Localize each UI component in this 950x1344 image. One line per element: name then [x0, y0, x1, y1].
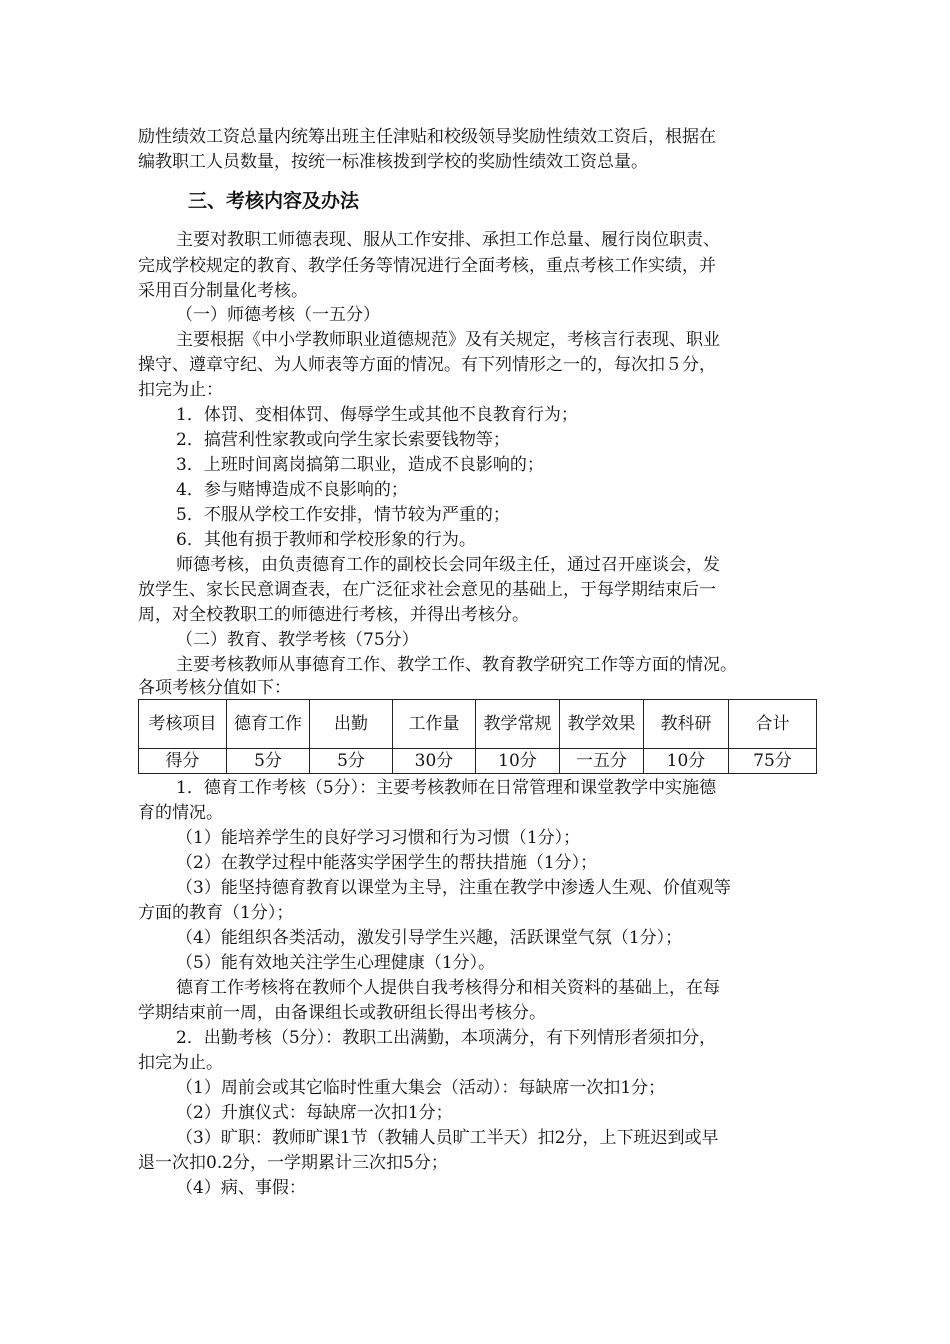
- table-row: [139, 749, 817, 774]
- list-item: （5）能有效地关注学生心理健康（1分）。: [176, 953, 496, 973]
- subsection-heading: （二）教育、教学考核（75分）: [176, 630, 419, 650]
- table-cell: 10分: [644, 749, 729, 774]
- list-item: （1）能培养学生的良好学习习惯和行为习惯（1分）；: [176, 828, 581, 848]
- paragraph-line: 德育工作考核将在教师个人提供自我考核得分和相关资料的基础上，在每: [176, 978, 720, 998]
- paragraph-line: 育的情况。: [138, 803, 223, 823]
- table-header-cell: 合计: [729, 700, 817, 749]
- list-item: 4．参与赌博造成不良影响的；: [176, 480, 408, 500]
- list-item: 方面的教育（1分）；: [138, 903, 294, 923]
- list-item: （2）升旗仪式：每缺席一次扣1分；: [176, 1103, 453, 1123]
- list-item: 1．体罚、变相体罚、侮辱学生或其他不良教育行为；: [176, 405, 578, 425]
- list-item: （4）病、事假：: [176, 1178, 306, 1198]
- paragraph-line: 扣完为止。: [138, 1053, 223, 1073]
- list-item: （3）旷职：教师旷课1节（教辅人员旷工半天）扣2分，上下班迟到或早: [176, 1128, 719, 1148]
- table-cell: 得分: [139, 749, 227, 774]
- list-item: （3）能坚持德育教育以课堂为主导，注重在教学中渗透人生观、价值观等: [176, 878, 731, 898]
- table-header-cell: 教学常规: [476, 700, 560, 749]
- paragraph-line: 采用百分制量化考核。: [138, 281, 308, 301]
- list-item: （2）在教学过程中能落实学困学生的帮扶措施（1分）；: [176, 853, 598, 873]
- paragraph-line: 2．出勤考核（5分）：教职工出满勤，本项满分，有下列情形者须扣分，: [176, 1028, 717, 1048]
- paragraph-line: 师德考核，由负责德育工作的副校长会同年级主任，通过召开座谈会，发: [176, 555, 720, 575]
- score-table: [138, 699, 817, 774]
- list-item: 2．搞营利性家教或向学生家长索要钱物等；: [176, 430, 510, 450]
- table-header-cell: 工作量: [393, 700, 476, 749]
- paragraph-line: 学期结束前一周，由备课组长或教研组长得出考核分。: [138, 1003, 546, 1023]
- paragraph-line: 扣完为止：: [138, 380, 223, 400]
- paragraph-line: 主要根据《中小学教师职业道德规范》及有关规定，考核言行表现、职业: [176, 330, 720, 350]
- table-header-cell: 出勤: [310, 700, 393, 749]
- list-item: 退一次扣0.2分，一学期累计三次扣5分；: [138, 1153, 448, 1173]
- paragraph-line: 1．德育工作考核（5分）：主要考核教师在日常管理和课堂教学中实施德: [176, 778, 717, 798]
- list-item: 5．不服从学校工作安排，情节较为严重的；: [176, 505, 510, 525]
- list-item: 3．上班时间离岗搞第二职业，造成不良影响的；: [176, 455, 544, 475]
- table-header-cell: 德育工作: [227, 700, 310, 749]
- table-header-row: [139, 700, 817, 749]
- list-item: 6．其他有损于教师和学校形象的行为。: [176, 530, 476, 550]
- paragraph-line: 各项考核分值如下：: [138, 678, 291, 698]
- table-cell: 10分: [476, 749, 560, 774]
- section-heading: 三、考核内容及办法: [188, 190, 360, 212]
- list-item: （1）周前会或其它临时性重大集会（活动）：每缺席一次扣1分；: [176, 1078, 666, 1098]
- paragraph-line: 主要考核教师从事德育工作、教学工作、教育教学研究工作等方面的情况。: [176, 655, 737, 675]
- paragraph-line: 励性绩效工资总量内统筹出班主任津贴和校级领导奖励性绩效工资后，根据在: [138, 127, 716, 147]
- list-item: （4）能组织各类活动，激发引导学生兴趣，活跃课堂气氛（1分）；: [176, 928, 683, 948]
- paragraph-line: 编教职工人员数量，按统一标准核拨到学校的奖励性绩效工资总量。: [138, 152, 648, 172]
- table-cell: 5分: [310, 749, 393, 774]
- table-cell: 30分: [393, 749, 476, 774]
- paragraph-line: 主要对教职工师德表现、服从工作安排、承担工作总量、履行岗位职责、: [176, 230, 720, 250]
- subsection-heading: （一）师德考核（一五分）: [176, 305, 380, 325]
- table-header-cell: 教学效果: [560, 700, 644, 749]
- table-cell: 5分: [227, 749, 310, 774]
- table-cell: 75分: [729, 749, 817, 774]
- paragraph-line: 操守、遵章守纪、为人师表等方面的情况。有下列情形之一的，每次扣５分，: [138, 355, 716, 375]
- table-cell: 一五分: [560, 749, 644, 774]
- paragraph-line: 完成学校规定的教育、教学任务等情况进行全面考核，重点考核工作实绩，并: [138, 256, 716, 276]
- table-header-cell: 教科研: [644, 700, 729, 749]
- paragraph-line: 周，对全校教职工的师德进行考核，并得出考核分。: [138, 605, 529, 625]
- paragraph-line: 放学生、家长民意调查表，在广泛征求社会意见的基础上，于每学期结束后一: [138, 580, 716, 600]
- table-header-cell: 考核项目: [139, 700, 227, 749]
